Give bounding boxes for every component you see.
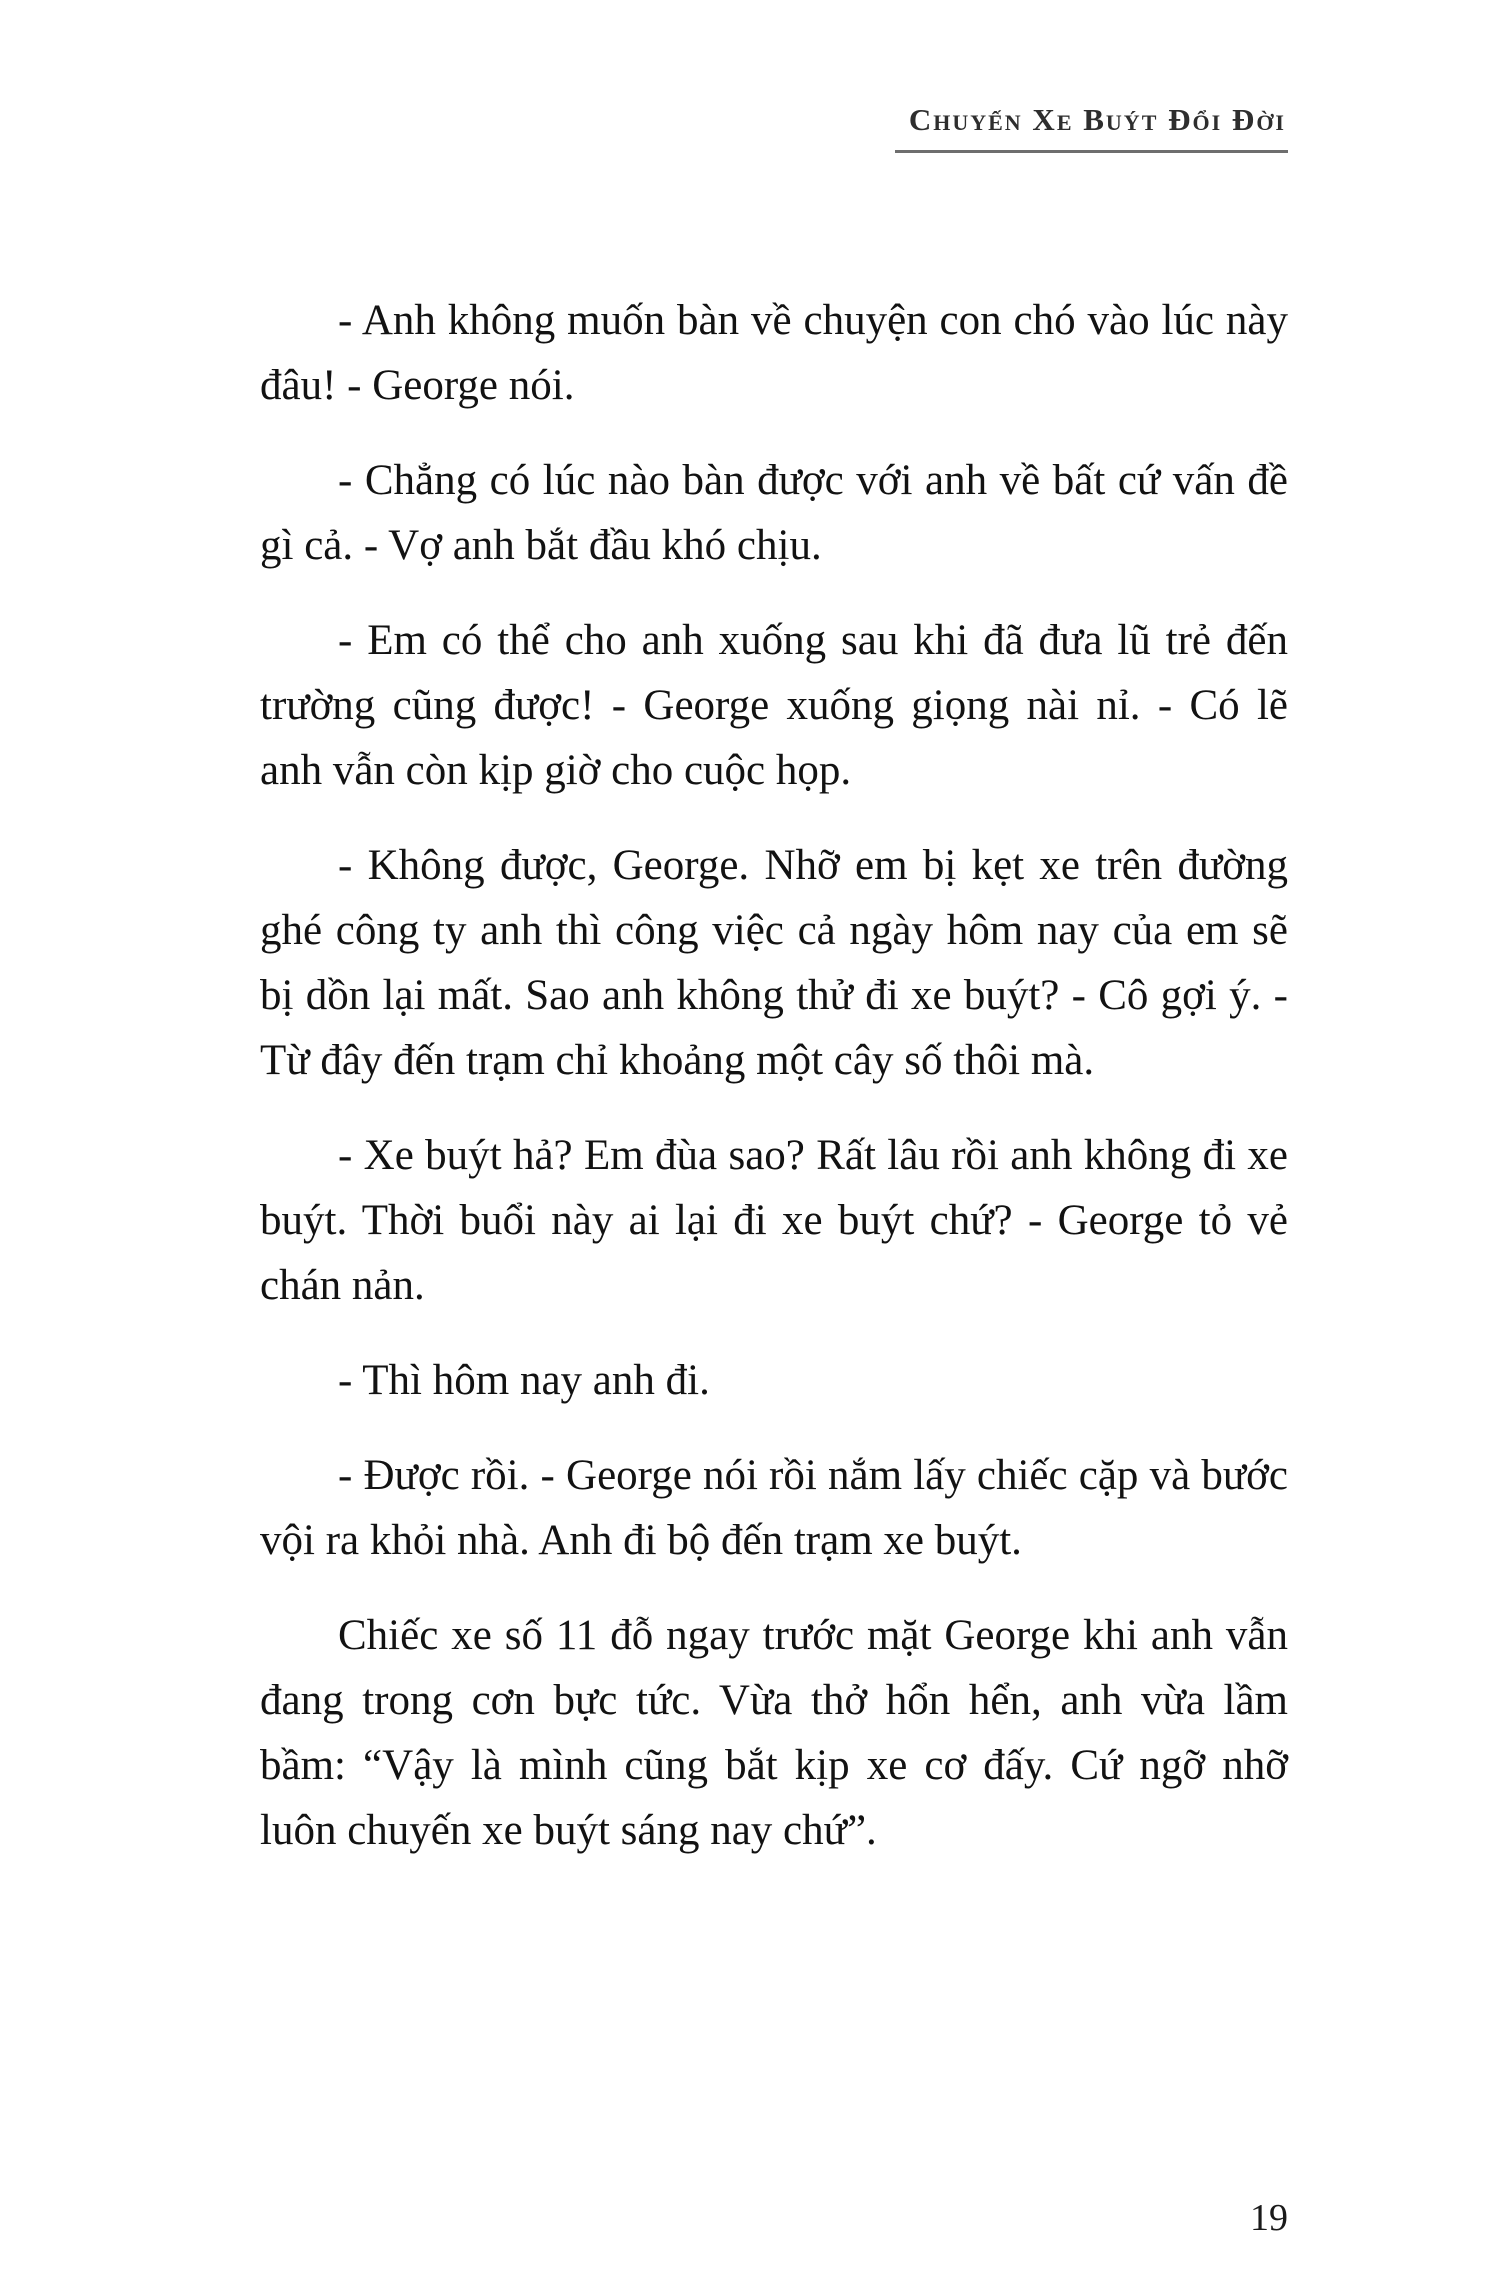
paragraph: - Không được, George. Nhỡ em bị kẹt xe trên đường ghé công ty anh thì công việc cả ngày hôm nay của em sẽ bị dồn lại mất. Sao anh không thử đi xe buýt? - Cô gợi ý. - Từ đây đến trạm chỉ khoảng một cây số thôi mà.	[260, 842, 1288, 1084]
paragraph: - Được rồi. - George nói rồi nắm lấy chiếc cặp và bước vội ra khỏi nhà. Anh đi bộ đến trạm xe buýt.	[260, 1452, 1288, 1564]
paragraph: - Xe buýt hả? Em đùa sao? Rất lâu rồi anh không đi xe buýt. Thời buổi này ai lại đi xe buýt chứ? - George tỏ vẻ chán nản.	[260, 1132, 1288, 1309]
page-number: 19	[1250, 2197, 1288, 2239]
running-head-title: Chuyến Xe Buýt Đổi Đời	[895, 102, 1288, 153]
page-body	[260, 288, 1288, 1893]
page-header	[895, 102, 1288, 153]
paragraph: - Em có thể cho anh xuống sau khi đã đưa lũ trẻ đến trường cũng được! - George xuống giọng nài nỉ. - Có lẽ anh vẫn còn kịp giờ cho cuộc họp.	[260, 617, 1288, 794]
paragraph: Chiếc xe số 11 đỗ ngay trước mặt George khi anh vẫn đang trong cơn bực tức. Vừa thở hổn hển, anh vừa lầm bầm: “Vậy là mình cũng bắt kịp xe cơ đấy. Cứ ngỡ nhỡ luôn chuyến xe buýt sáng nay chứ”.	[260, 1612, 1288, 1854]
paragraph: - Thì hôm nay anh đi.	[338, 1357, 710, 1404]
paragraph: - Chẳng có lúc nào bàn được với anh về bất cứ vấn đề gì cả. - Vợ anh bắt đầu khó chịu.	[260, 457, 1288, 569]
paragraph: - Anh không muốn bàn về chuyện con chó vào lúc này đâu! - George nói.	[260, 297, 1288, 409]
